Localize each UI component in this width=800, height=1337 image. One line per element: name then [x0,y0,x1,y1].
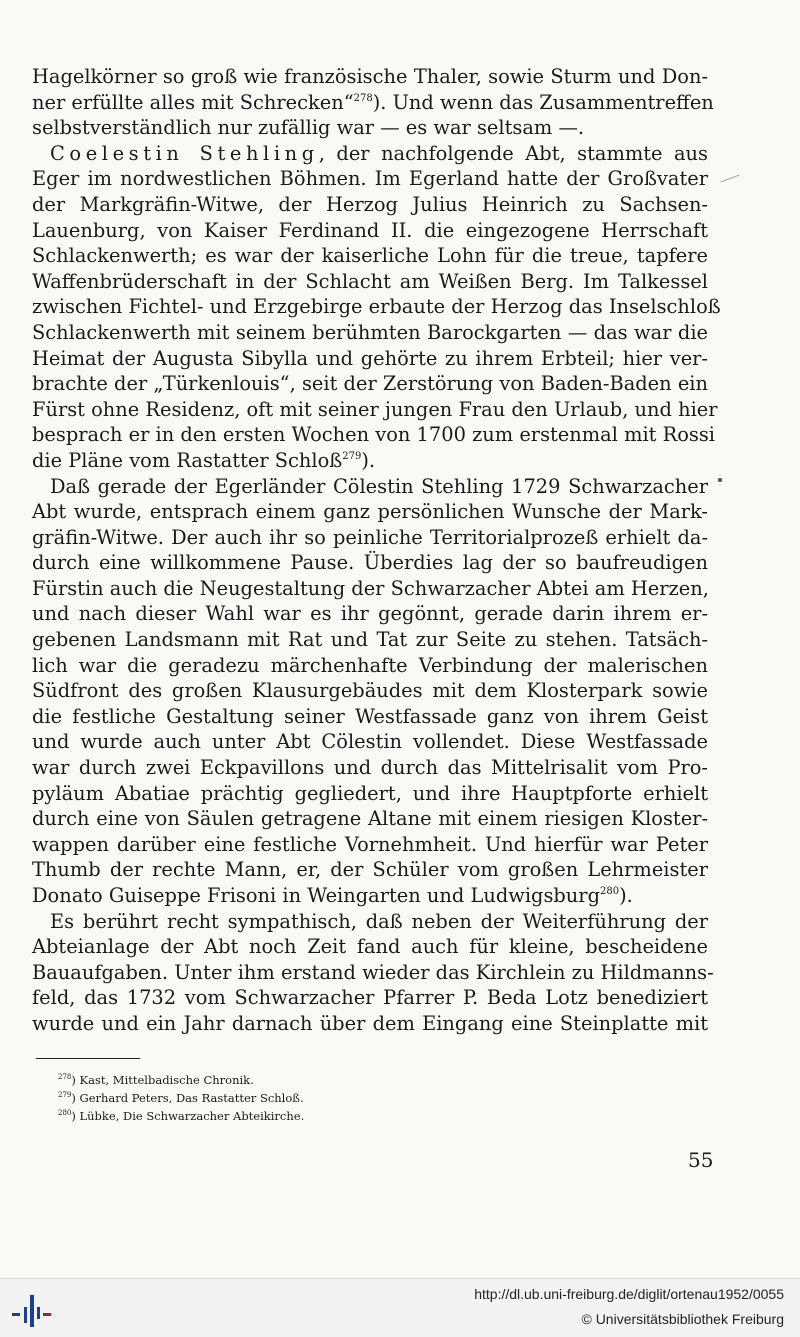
footnote: $^{280}$) Lübke, Die Schwarzacher Abteikirche. [58,1109,305,1123]
text-line: Hagelkörner so groß wie französische Thaler, sowie Sturm und Don- [32,65,708,88]
footnote-number: 280 [58,1109,72,1117]
text-line: und wurde auch unter Abt Cölestin vollendet. Diese Westfassade [32,730,708,754]
text-line: Eger im nordwestlichen Böhmen. Im Egerland hatte der Großvater [32,167,708,191]
text-line: wurde und ein Jahr darnach über dem Eingang eine Steinplatte mit [32,1011,708,1035]
text-line: Fürst ohne Residenz, oft mit seiner jungen Frau den Urlaub, und hier [32,397,718,421]
footnote: $^{278}$) Kast, Mittelbadische Chronik. [58,1073,254,1087]
text-line: und nach dieser Wahl war es ihr gegönnt, gerade darin ihrem er- [32,602,708,626]
text-line: Lauenburg, von Kaiser Ferdinand II. die eingezogene Herrschaft [32,218,708,242]
text-line: Abteianlage der Abt noch Zeit fand auch für kleine, bescheidene [32,935,708,959]
footnote-ref[interactable]: 280 [599,886,620,897]
text-line: die Pläne vom Rastatter Schloß$^{279}$). [32,448,376,472]
footnote-divider [36,1058,140,1059]
text-line: Thumb der rechte Mann, er, der Schüler vom großen Lehrmeister [32,858,708,882]
text-line: lich war die geradezu märchenhafte Verbindung der malerischen [32,653,708,677]
text-line: ner erfüllte alles mit Schrecken“$^{278}$). Und wenn das Zusammentreffen [32,90,714,114]
document-url-link[interactable]: http://dl.ub.uni-freiburg.de/diglit/ortenau1952/0055 [474,1286,784,1302]
text-line: gräfin-Witwe. Der auch ihr so peinliche Territorialprozeß erhielt da- [32,525,708,549]
text-line: gebenen Landsmann mit Rat und Tat zur Seite zu stehen. Tatsäch- [32,628,708,652]
text-line: durch eine willkommene Pause. Überdies lag der so baufreudigen [32,551,708,575]
text-line: Daß gerade der Egerländer Cölestin Stehling 1729 Schwarzacher [50,474,708,498]
footnote: $^{279}$) Gerhard Peters, Das Rastatter Schloß. [58,1091,304,1105]
text-line: Heimat der Augusta Sibylla und gehörte zu ihrem Erbteil; hier ver- [32,346,708,370]
body-text [32,64,721,1037]
text-line: Es berührt recht sympathisch, daß neben der Weiterführung der [50,909,708,933]
text-line: besprach er in den ersten Wochen von 1700 zum erstenmal mit Rossi [32,423,716,447]
text-line: Schlackenwerth mit seinem berühmten Barockgarten — das war die [32,320,708,344]
text-line: brachte der „Türkenlouis“, seit der Zerstörung von Baden-Baden ein [32,372,708,396]
text-line: durch eine von Säulen getragene Altane mit einem riesigen Kloster- [32,807,708,831]
ub-freiburg-logo-icon[interactable] [10,1291,52,1329]
text-line: pyläum Abatiae prächtig gegliedert, und ihre Hauptpforte erhielt [32,781,708,805]
footnote-number: 279 [58,1091,72,1099]
text-line: Bauaufgaben. Unter ihm erstand wieder das Kirchlein zu Hildmanns- [32,960,714,984]
text-line: die festliche Gestaltung seiner Westfassade ganz von ihrem Geist [32,704,708,728]
text-line: feld, das 1732 vom Schwarzacher Pfarrer P. Beda Lotz benediziert [32,986,708,1010]
text-line: selbstverständlich nur zufällig war — es war seltsam —. [32,116,584,140]
text-line: Donato Guiseppe Frisoni in Weingarten und Ludwigsburg$^{280}$). [32,884,633,907]
copyright-text: © Universitätsbibliothek Freiburg [581,1311,784,1327]
text-line: Waffenbrüderschaft in der Schlacht am Weißen Berg. Im Talkessel [32,269,708,293]
scan-speck [718,478,722,482]
viewer-footer [0,1278,800,1337]
text-line: der Markgräfin-Witwe, der Herzog Julius Heinrich zu Sachsen- [32,192,708,216]
text-line: Abt wurde, entsprach einem ganz persönlichen Wunsche der Mark- [32,500,708,524]
text-line: Fürstin auch die Neugestaltung der Schwarzacher Abtei am Herzen, [32,576,709,600]
text-line: wappen darüber eine festliche Vornehmheit. Und hierfür war Peter [32,832,708,856]
person-name: Coelestin Stehling [50,141,319,165]
footnote-ref[interactable]: 278 [353,92,373,104]
text-line: Coelestin Stehling, der nachfolgende Abt, stammte aus [50,141,709,165]
footnote-number: 278 [58,1073,72,1081]
page-number: 55 [688,1148,714,1172]
text-line: Südfront des großen Klausurgebäudes mit dem Klosterpark sowie [32,679,708,703]
text-line: war durch zwei Eckpavillons und durch das Mittelrisalit vom Pro- [32,756,708,780]
footnote-ref[interactable]: 279 [342,450,362,462]
text-line: zwischen Fichtel- und Erzgebirge erbaute der Herzog das Inselschloß [32,295,721,319]
scan-mark [720,175,739,183]
text-line: Schlackenwerth; es war der kaiserliche Lohn für die treue, tapfere [32,244,708,268]
